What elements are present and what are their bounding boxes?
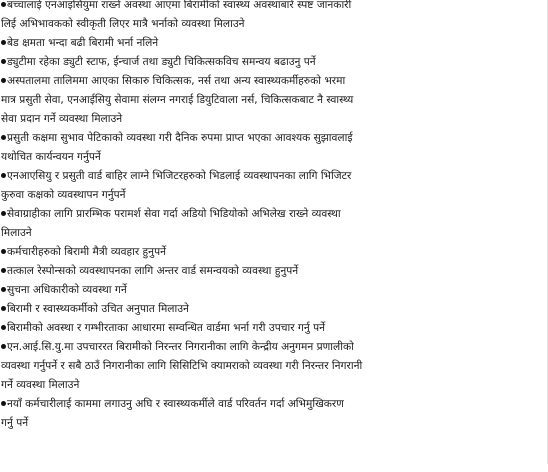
item-text-line: ड्युटीमा रहेका ड्युटी स्टाफ, ईन्चार्ज तथा ड्युटी चिकित्सकविच समन्वय बढाउनु पर्ने: [7, 56, 316, 68]
item-text-line: सेवा प्रदान गर्ने व्यवस्था मिलाउने: [1, 113, 123, 125]
item-text-line: सुचना अधिकारीको व्यवस्था गर्ने: [7, 284, 127, 296]
item-text-line: नयाँ कर्मचारीलाई काममा लगाउनु अघि र स्वास्थ्यकर्मीले वार्ड परिवर्तन गर्दा अभिमुखिकरण: [7, 398, 344, 410]
list-item: [0, 34, 540, 53]
bullet-icon: [1, 287, 6, 292]
item-text-line: व्यवस्था गर्नुपर्ने र सबै ठाउँ निगरानीका लागि सिसिटिभि क्यामराको व्यवस्था गरी निरन्तर निगरानी: [1, 360, 363, 372]
list-item: [0, 167, 540, 205]
bullet-icon: [1, 325, 6, 330]
bullet-icon: [1, 135, 6, 140]
list-item: [0, 53, 540, 72]
bullet-icon: [1, 59, 6, 64]
item-text-line: प्रसुती कक्षमा सुभाव पेटिकाको व्यवस्था गरी दैनिक रुपमा प्राप्त भएका आवश्यक सुझावलाई: [7, 132, 353, 144]
item-text-line: बिरामीको अवस्था र गम्भीरताका आधारमा सम्वन्धित वार्डमा भर्ना गरी उपचार गर्नु पर्ने: [7, 322, 326, 334]
list-item: [0, 129, 540, 167]
item-text-line: तत्काल रेस्पोन्सको व्यवस्थापनका लागि अन्तर वार्ड समन्वयको व्यवस्था हुनुपर्ने: [7, 265, 299, 277]
item-text-line: सेवाग्राहीका लागि प्रारम्भिक परामर्श सेवा गर्दा अडियो भिडियोको अभिलेख राख्ने व्यवस्था: [7, 208, 341, 220]
item-text-line: मात्र प्रसुती सेवा, एनआईसियु सेवामा संलग्न नगराई डियुटिवाला नर्स, चिकित्सकबाट नै स्वास्थ्य: [1, 94, 354, 106]
bullet-icon: [1, 211, 6, 216]
bullet-icon: [1, 173, 6, 178]
item-text-line: गर्ने व्यवस्था मिलाउने: [1, 379, 80, 391]
bullet-icon: [1, 40, 6, 45]
bullet-icon: [1, 2, 6, 7]
bullet-icon: [1, 401, 6, 406]
item-text-line: बेड क्षमता भन्दा बढी बिरामी भर्ना नलिने: [7, 37, 159, 49]
item-text-line: एन.आई.सि.यु.मा उपचाररत बिरामीको निरन्तर निगरानीका लागि केन्द्रीय अनुगमन प्रणालीको: [7, 341, 354, 353]
list-item: [0, 243, 540, 262]
bullet-icon: [1, 344, 6, 349]
item-text-line: बच्चालाई एनआइसियुमा राख्ने अवस्था आएमा बिरामीको स्वास्थ्य अवस्थाबारे स्पष्ट जानकारी: [7, 0, 352, 11]
item-text-line: अस्पतालमा तालिममा आएका सिकारु चिकित्सक, नर्स तथा अन्य स्वास्थ्यकर्मीहरुको भरमा: [7, 75, 346, 87]
list-item: [0, 338, 540, 395]
list-item: [0, 319, 540, 338]
list-item: [0, 300, 540, 319]
item-text-line: लिई अभिभावकको स्वीकृती लिएर मात्रै भर्नाको व्यवस्था मिलाउने: [1, 18, 245, 30]
item-text-line: गर्नु पर्ने: [1, 417, 29, 429]
bullet-icon: [1, 249, 6, 254]
list-item: [0, 262, 540, 281]
list-item: [0, 72, 540, 129]
bullet-icon: [1, 268, 6, 273]
list-item: [0, 281, 540, 300]
bullet-icon: [1, 306, 6, 311]
list-item: [0, 395, 540, 433]
item-text-line: मिलाउने: [1, 227, 32, 239]
item-text-line: एनआएसियु र प्रसुती वार्ड बाहिर लाग्ने भिजिटरहरुको भिडलाई व्यवस्थापनका लागि भिजिटर: [7, 170, 352, 182]
list-item: [0, 0, 540, 34]
item-text-line: कुरुवा कक्षको व्यवस्थापन गर्नुपर्ने: [1, 189, 126, 201]
item-text-line: कर्मचारीहरुको बिरामी मैत्री व्यवहार हुनुपर्ने: [7, 246, 166, 258]
item-text-line: यथोचित कार्यन्वयन गर्नुपर्ने: [1, 151, 101, 163]
item-text-line: बिरामी र स्वास्थ्यकर्मीको उचित अनुपात मिलाउने: [7, 303, 189, 315]
bullet-icon: [1, 78, 6, 83]
list-item: [0, 205, 540, 243]
